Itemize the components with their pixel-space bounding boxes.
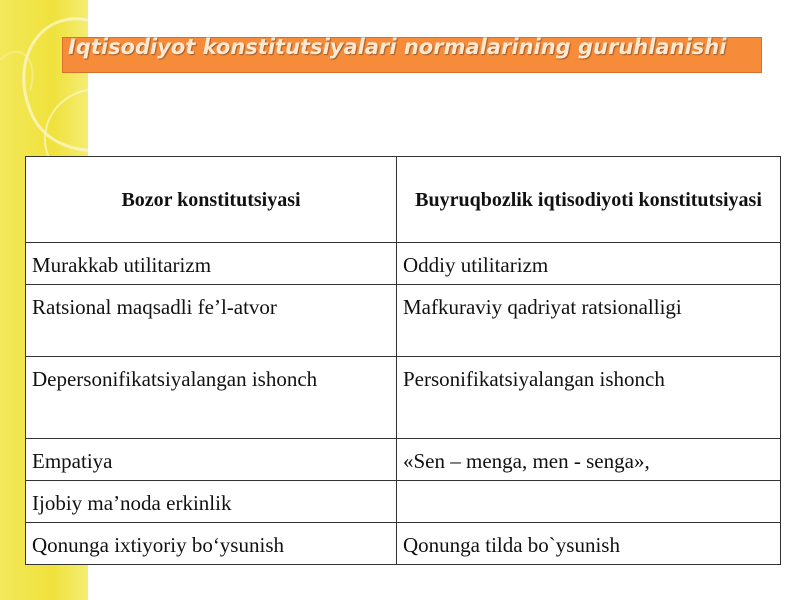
table-cell: Personifikatsiyalangan ishonch — [397, 357, 781, 439]
comparison-table — [25, 156, 781, 565]
slide-title: Iqtisodiyot konstitutsiyalari normalarining guruhlanishi — [68, 35, 727, 59]
table-row — [26, 523, 781, 565]
table-row — [26, 481, 781, 523]
table-cell: Qonunga ixtiyoriy bo‘ysunish — [26, 523, 397, 565]
table-cell: «Sen – menga, men - senga», — [397, 439, 781, 481]
table-cell: Mafkuraviy qadriyat ratsionalligi — [397, 285, 781, 357]
table-cell: Depersonifikatsiyalangan ishonch — [26, 357, 397, 439]
table-cell: Oddiy utilitarizm — [397, 243, 781, 285]
header-command-economy-constitution: Buyruqbozlik iqtisodiyoti konstitutsiyasi — [397, 157, 781, 243]
header-market-constitution: Bozor konstitutsiyasi — [26, 157, 397, 243]
table-cell: Ijobiy ma’noda erkinlik — [26, 481, 397, 523]
table-cell — [397, 481, 781, 523]
table-row — [26, 439, 781, 481]
table-cell: Ratsional maqsadli fe’l-atvor — [26, 285, 397, 357]
table-header-row — [26, 157, 781, 243]
table-cell: Murakkab utilitarizm — [26, 243, 397, 285]
table-row — [26, 285, 781, 357]
table-cell: Qonunga tilda bo`ysunish — [397, 523, 781, 565]
table-row — [26, 357, 781, 439]
table-cell: Empatiya — [26, 439, 397, 481]
table-row — [26, 243, 781, 285]
